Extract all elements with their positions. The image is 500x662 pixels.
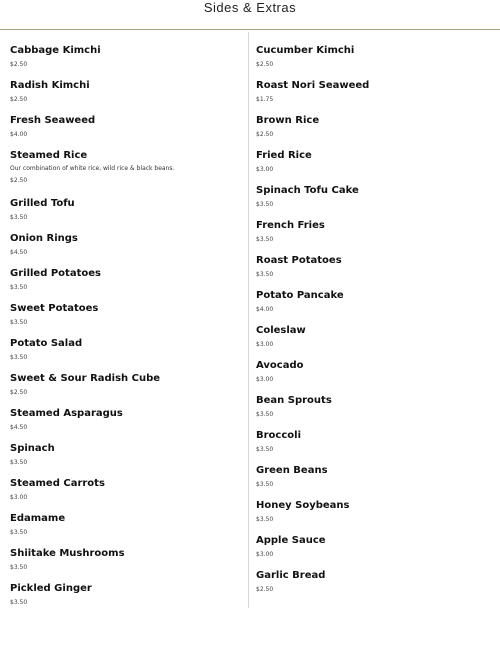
menu-item-price: $3.50 [10,564,28,571]
menu-item [10,197,246,222]
menu-item [10,302,246,327]
menu-item [10,44,246,69]
section-title: Sides & Extras [203,0,297,15]
menu-item-price: $2.50 [256,61,274,68]
menu-item-name: Cucumber Kimchi [256,45,355,56]
menu-item-name: Sweet & Sour Radish Cube [10,373,161,384]
menu-item [256,499,492,524]
menu-item-price: $3.50 [256,236,274,243]
menu-item-name: Spinach [10,443,55,454]
menu-item-price: $3.00 [256,551,274,558]
menu-item-name: Grilled Tofu [10,198,75,209]
menu-item-name: Potato Salad [10,338,83,349]
menu-item-name: Coleslaw [256,325,306,336]
menu-item-price: $3.50 [10,599,28,606]
menu-item-price: $3.50 [256,481,274,488]
menu-item-price: $3.50 [10,214,28,221]
menu-item-name: Fresh Seaweed [10,115,96,126]
menu-item [10,232,246,257]
menu-item [256,429,492,454]
menu-item [10,372,246,397]
menu-item-name: Steamed Rice [10,150,88,161]
menu-item-price: $3.50 [10,529,28,536]
menu-item-price: $3.50 [10,284,28,291]
menu-item [256,114,492,139]
menu-item-price: $3.00 [256,166,274,173]
menu-item [256,534,492,559]
menu-item [256,219,492,244]
menu-item-name: Grilled Potatoes [10,268,101,279]
menu-item-price: $3.50 [10,354,28,361]
menu-item [10,407,246,432]
menu-item-price: $3.00 [10,494,28,501]
menu-item-name: French Fries [256,220,325,231]
menu-item-price: $3.00 [256,341,274,348]
menu-section-header [0,0,500,30]
menu-item-name: Potato Pancake [256,290,344,301]
menu-item-price: $4.00 [10,131,28,138]
menu-item-name: Edamame [10,513,66,524]
menu-item-description: Our combination of white rice, wild rice & black beans. [10,165,175,172]
menu-item [10,149,246,185]
menu-item-price: $3.50 [256,271,274,278]
menu-item [256,324,492,349]
menu-item-name: Roast Nori Seaweed [256,80,370,91]
menu-item-price: $2.50 [256,586,274,593]
menu-item-name: Radish Kimchi [10,80,90,91]
menu-item [10,582,246,607]
menu-item-name: Cabbage Kimchi [10,45,101,56]
menu-item-price: $2.50 [10,177,28,184]
menu-item-price: $3.50 [256,446,274,453]
menu-item-name: Steamed Asparagus [10,408,123,419]
menu-item-price: $3.50 [256,411,274,418]
menu-item-price: $4.50 [10,249,28,256]
menu-item-price: $3.00 [256,376,274,383]
menu-item [10,267,246,292]
menu-item-price: $2.50 [10,61,28,68]
menu-item-name: Brown Rice [256,115,320,126]
menu-item-name: Apple Sauce [256,535,326,546]
menu-item [256,44,492,69]
menu-item-name: Sweet Potatoes [10,303,99,314]
menu-item [10,547,246,572]
menu-item-name: Green Beans [256,465,328,476]
menu-item-price: $3.50 [256,201,274,208]
menu-item [256,79,492,104]
menu-item-name: Roast Potatoes [256,255,342,266]
menu-item-price: $3.50 [10,459,28,466]
column-divider [248,32,249,608]
menu-item [256,464,492,489]
menu-item-price: $4.00 [256,306,274,313]
menu-item-price: $2.50 [256,131,274,138]
menu-item [10,442,246,467]
menu-item [10,477,246,502]
menu-item [10,337,246,362]
menu-item-price: $4.50 [10,424,28,431]
menu-item-price: $3.50 [10,319,28,326]
menu-item [256,289,492,314]
menu-item [10,79,246,104]
menu-item-name: Bean Sprouts [256,395,332,406]
menu-item-price: $1.75 [256,96,274,103]
menu-item-name: Garlic Bread [256,570,326,581]
menu-item-price: $3.50 [256,516,274,523]
menu-item-price: $2.50 [10,96,28,103]
menu-item [256,254,492,279]
menu-item-price: $2.50 [10,389,28,396]
menu-item-name: Honey Soybeans [256,500,350,511]
menu-item [10,114,246,139]
menu-item [256,184,492,209]
menu-item-name: Avocado [256,360,304,371]
menu-item [256,149,492,174]
menu-item-name: Steamed Carrots [10,478,105,489]
menu-item-name: Broccoli [256,430,302,441]
menu-item-name: Shiitake Mushrooms [10,548,125,559]
menu-item-name: Onion Rings [10,233,78,244]
menu-item [256,394,492,419]
menu-columns [0,30,500,610]
menu-item [256,569,492,594]
menu-item-name: Pickled Ginger [10,583,92,594]
menu-item-name: Fried Rice [256,150,312,161]
menu-item-name: Spinach Tofu Cake [256,185,359,196]
menu-item [256,359,492,384]
menu-item [10,512,246,537]
